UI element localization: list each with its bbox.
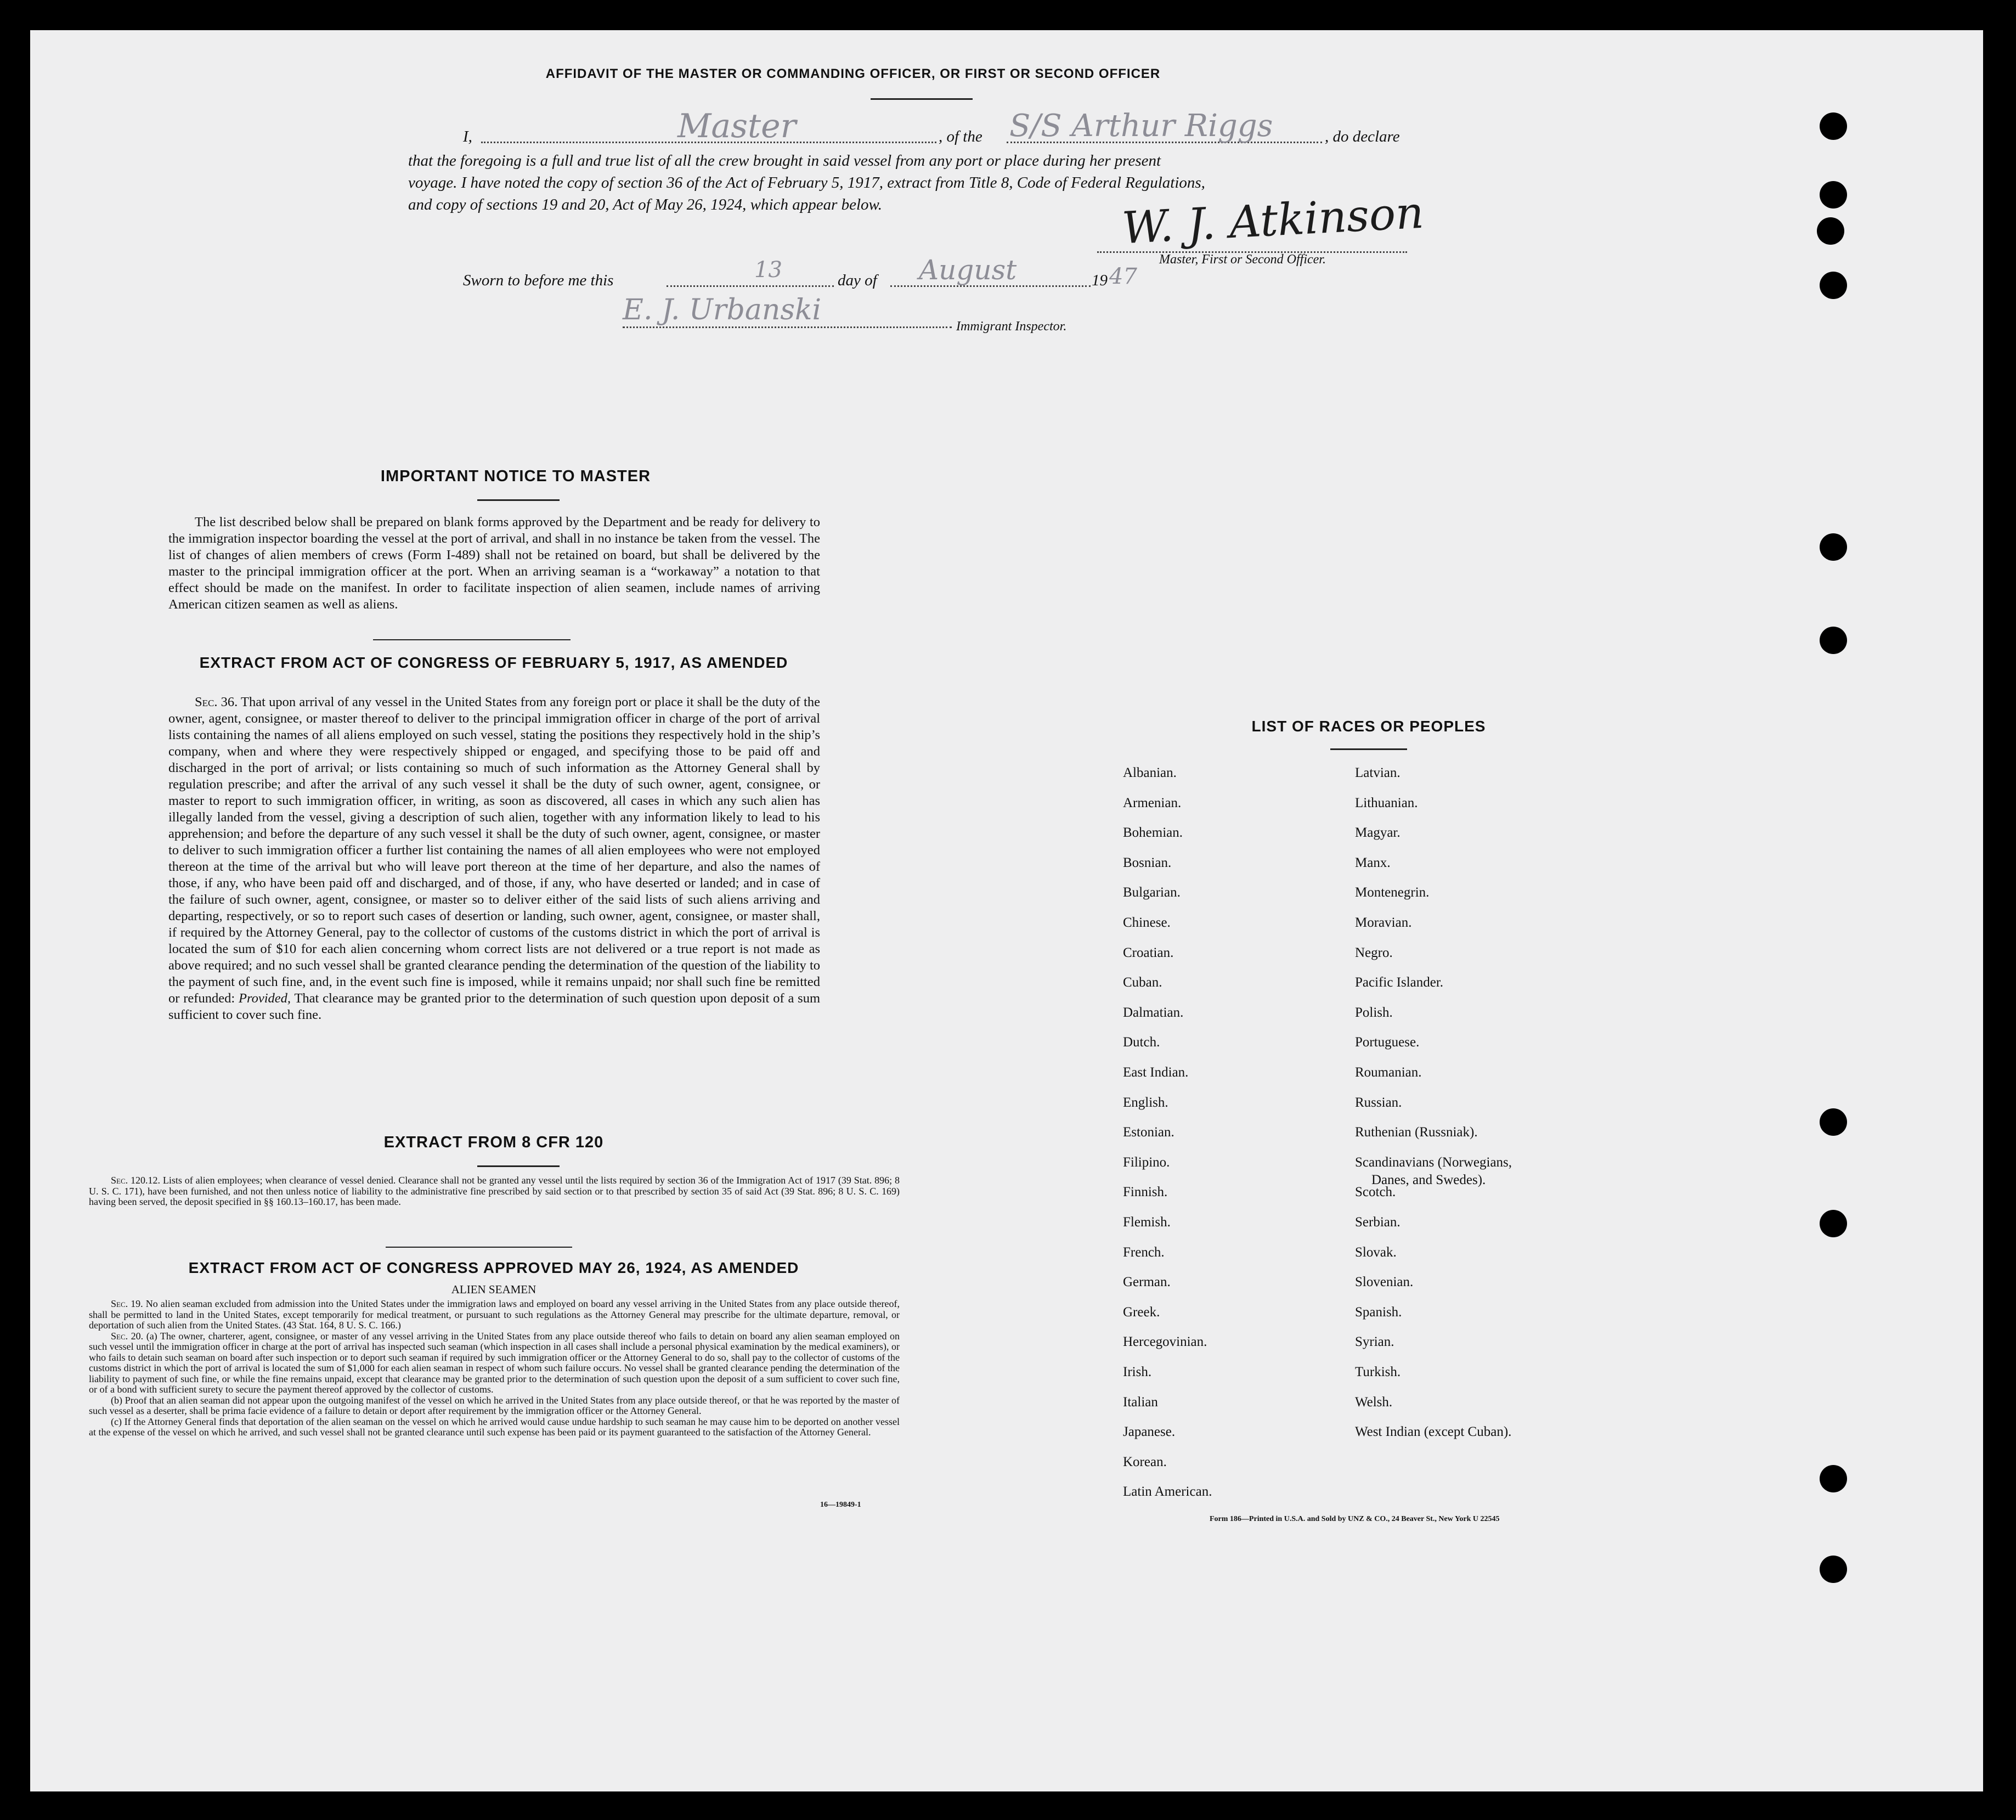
race-item: Albanian. (1123, 765, 1177, 780)
race-item: Turkish. (1355, 1365, 1401, 1379)
race-item: Ruthenian (Russniak). (1355, 1125, 1478, 1140)
notice-text: The list described below shall be prepared on blank forms approved by the Department and be ready for delivery to the immigration inspector boarding the vessel at the port of arrival, and shall in no instance be taken from the vessel. The list of changes of alien members of crews (Form I-489) shall not be retained on board, but shall be delivered by the master to the principal immigration officer at the port. When an arriving seaman is a “workaway” a notation to that effect should be made on the manifest. In order to facilitate inspection of alien seamen, include names of arriving American citizen seamen as well as aliens. (168, 515, 820, 612)
affidavit-body-line: voyage. I have noted the copy of section 36 of the Act of February 5, 1917, extract from Title 8, Code of Federal Regulations, (408, 174, 1205, 191)
alien-seamen-subtitle: ALIEN SEAMEN (451, 1283, 537, 1296)
printer-footer: Form 186—Printed in U.S.A. and Sold by UNZ & CO., 24 Beaver St., New York U 22545 (1210, 1515, 1500, 1523)
notice-title: IMPORTANT NOTICE TO MASTER (380, 467, 651, 485)
cfr-title: EXTRACT FROM 8 CFR 120 (383, 1134, 604, 1151)
race-item: German. (1123, 1275, 1171, 1290)
race-item: Slovak. (1355, 1244, 1397, 1260)
form-page (30, 30, 1983, 1791)
sec20-label: Sec. 20. (111, 1330, 144, 1342)
race-item: Spanish. (1355, 1304, 1402, 1320)
races-left-column (1123, 765, 1386, 1534)
handwritten-vessel: S/S Arthur Riggs (1009, 108, 1273, 144)
day-line (667, 285, 834, 287)
affidavit-title: AFFIDAVIT OF THE MASTER OR COMMANDING OFFICER, OR FIRST OR SECOND OFFICER (545, 66, 1161, 81)
notice-divider (477, 499, 560, 501)
sec36-text (168, 694, 820, 1023)
title-divider (871, 98, 973, 100)
race-item: Latvian. (1355, 765, 1401, 780)
officer-signature: W. J. Atkinson (1120, 187, 1425, 254)
affidavit-body-line: that the foregoing is a full and true list of all the crew brought in said vessel from any port or place during her present (408, 152, 1161, 170)
extract-1917-title: EXTRACT FROM ACT OF CONGRESS OF FEBRUARY 5, 1917, AS AMENDED (199, 654, 788, 671)
race-item: Moravian. (1355, 915, 1412, 930)
race-item: West Indian (except Cuban). (1355, 1424, 1512, 1440)
sec36-label: Sec. 36. (195, 695, 238, 709)
race-item: Armenian. (1123, 795, 1182, 810)
inspector-line (623, 326, 952, 328)
sec20b-paragraph: (b) Proof that an alien seaman did not appear upon the outgoing manifest of the vessel on which he arrived in the United States from any place outside thereof, or that he was reported by the master of such vessel as a deserter, shall be prima facie evidence of a failure to detain or deport after requirement by the immigration officer or the Attorney General. (89, 1394, 900, 1416)
punch-hole (1820, 533, 1847, 561)
handwritten-year: 47 (1109, 264, 1137, 289)
race-item: Lithuanian. (1355, 795, 1418, 810)
punch-hole (1820, 1556, 1847, 1583)
races-title: LIST OF RACES OR PEOPLES (1251, 718, 1486, 735)
race-item: Cuban. (1123, 975, 1162, 990)
race-item: Filipino. (1123, 1154, 1170, 1170)
sec19-label: Sec. 19. (111, 1298, 143, 1309)
handwritten-master: Master (677, 107, 797, 145)
sec20a-paragraph (89, 1331, 900, 1395)
race-item: Magyar. (1355, 825, 1401, 841)
form-code: 16—19849-1 (820, 1501, 861, 1509)
race-item: Chinese. (1123, 915, 1171, 930)
race-item: Welsh. (1355, 1394, 1393, 1410)
race-item: Roumanian. (1355, 1065, 1422, 1080)
race-item: French. (1123, 1244, 1165, 1260)
punch-hole (1817, 217, 1844, 245)
declare-label: , do declare (1325, 128, 1400, 145)
race-item: English. (1123, 1095, 1168, 1110)
punch-hole (1820, 1210, 1847, 1237)
section-divider (386, 1247, 572, 1248)
race-item: Russian. (1355, 1095, 1402, 1110)
race-item: Bulgarian. (1123, 885, 1181, 900)
punch-hole (1820, 627, 1847, 654)
race-item: Pacific Islander. (1355, 975, 1444, 990)
race-item: Irish. (1123, 1365, 1152, 1379)
race-item: Scandinavians (Norwegians, (1355, 1154, 1512, 1170)
race-item: Bosnian. (1123, 855, 1172, 870)
races-divider (1330, 748, 1407, 750)
race-item: Manx. (1355, 855, 1391, 870)
inspector-signature: E. J. Urbanski (623, 294, 822, 326)
race-item: Croatian. (1123, 945, 1174, 960)
race-item: Japanese. (1123, 1424, 1176, 1440)
sworn-label: Sworn to before me this (463, 272, 614, 289)
race-item: Italian (1123, 1394, 1158, 1410)
sec20a-body: (a) The owner, charterer, agent, consignee, or master of any vessel arriving in the United States from any place outside thereof who fails to detain on board any alien seaman employed on such vessel until the immigration officer in charge at the port of arrival has inspected such seaman (which inspection in all cases shall include a personal physical examination by the medical examiners), or who fails to detain such seaman on board after such inspection or to deport such seaman if required by such immigration officer or the Attorney General to do so, shall pay to the collector of customs of the customs district in which the port of arrival is located the sum of $1,000 for each alien seaman in respect of whom such failure occurs. No vessel shall be granted clearance pending the determination of the liability to payment of such fine, or while the fine remains unpaid, except that clearance may be granted prior to the determination of such question upon the deposit of a sum sufficient to cover such fine, or of a bond with sufficient surety to secure the payment thereof approved by the collector of customs. (89, 1330, 900, 1395)
signature-caption: Master, First or Second Officer. (1159, 252, 1326, 267)
punch-hole (1820, 272, 1847, 299)
affidavit-body-line: and copy of sections 19 and 20, Act of May 26, 1924, which appear below. (408, 196, 882, 213)
race-item: Dalmatian. (1123, 1005, 1184, 1020)
race-item: Montenegrin. (1355, 885, 1430, 900)
punch-hole (1820, 1465, 1847, 1492)
race-item: Syrian. (1355, 1334, 1394, 1350)
race-item: Flemish. (1123, 1215, 1171, 1230)
cfr-body: Lists of alien employees; when clearance of vessel denied. Clearance shall not be granted any vessel until the lists required by section 36 of the Immigration Act of 1917 (39 Stat. 896; 8 U. S. C. 171), have been furnished, and not then unless notice of liability to the administrative fine prescribed by said section or to that prescribed by section 35 of said Act (39 Stat. 896; 8 U. S. C. 169) having been served, the deposit specified in §§ 160.13–160.17, has been made. (89, 1175, 900, 1207)
race-item: Greek. (1123, 1304, 1160, 1320)
sec19-body: No alien seaman excluded from admission into the United States under the immigration laws and employed on board any vessel arriving in the United States from any place outside thereof, shall be permitted to land in the United States, except temporarily for medical treatment, or pursuant to such regulations as the Attorney General may prescribe for the ultimate departure, removal, or deportation of such alien from the United States. (43 Stat. 164, 8 U. S. C. 166.) (89, 1298, 900, 1331)
inspector-caption: Immigrant Inspector. (956, 319, 1067, 334)
race-item: Scotch. (1355, 1185, 1396, 1200)
extract-1924-text (89, 1299, 900, 1438)
race-item: Latin American. (1123, 1484, 1212, 1500)
race-item: Portuguese. (1355, 1035, 1420, 1050)
race-item: Korean. (1123, 1454, 1167, 1469)
provided-label: Provided, (239, 991, 291, 1006)
punch-hole (1820, 181, 1847, 209)
race-item: Estonian. (1123, 1125, 1174, 1140)
sec36-end: That clearance may be granted prior to the determination of such question upon deposit of a sum sufficient to cover such fine. (168, 991, 821, 1022)
punch-hole (1820, 112, 1847, 140)
races-right-column (1355, 765, 1629, 1534)
sec19-paragraph (89, 1299, 900, 1331)
cfr-sec-label: Sec. 120.12. (111, 1175, 161, 1186)
affidavit-i-label: I, (463, 128, 472, 145)
of-the-label: , of the (939, 128, 982, 145)
race-item: Polish. (1355, 1005, 1393, 1020)
punch-hole (1820, 1108, 1847, 1136)
cfr-divider (477, 1165, 560, 1167)
handwritten-day: 13 (754, 257, 782, 283)
sec20c-paragraph: (c) If the Attorney General finds that deportation of the alien seaman on the vessel on which he arrived would cause undue hardship to such seaman he may cause him to be deported on another vessel at the expense of the vessel on which he arrived, and such vessel shall not be granted clearance until such expense has been paid or its payment guaranteed to the satisfaction of the Attorney General. (89, 1416, 900, 1438)
handwritten-month: August (919, 254, 1017, 286)
cfr-text (89, 1175, 900, 1208)
year-prefix: 19 (1092, 272, 1108, 289)
race-item: Dutch. (1123, 1035, 1160, 1050)
extract-1924-title: EXTRACT FROM ACT OF CONGRESS APPROVED MAY 26, 1924, AS AMENDED (188, 1259, 799, 1276)
sec36-body: That upon arrival of any vessel in the United States from any foreign port or place it shall be the duty of the owner, agent, consignee, or master thereof to deliver to the principal immigration officer in charge of the port of arrival lists containing the names of all aliens employed on such vessel, stating the positions they respectively hold in the ship’s company, when and where they were respectively shipped or engaged, and specifying those to be paid off and discharged in the port of arrival; or lists containing so much of such information as the Attorney General shall by regulation prescribe; and after the arrival of any such vessel it shall be the duty of such owner, agent, consignee, or master to report to such immigration officer, in writing, as soon as discovered, all cases in which any such alien has illegally landed from the vessel, giving a description of such alien, together with any information likely to lead to his apprehension; and before the departure of any such vessel it shall be the duty of such owner, agent, consignee, or master to deliver to such immigration officer a further list containing the names of all alien employees who were not employed thereon at the time of the arrival but who will leave port thereon at the time of her departure, and also the names of those, if any, who have been paid off and discharged, and of those, if any, who have deserted or landed; and in case of the failure of such owner, agent, consignee, or master so to deliver either of the said lists of such aliens arriving and departing, respectively, or so to report such cases of desertion or landing, such owner, agent, consignee, or master shall, if required by the Attorney General, pay to the collector of customs of the customs district in which the port of arrival is located the sum of $10 for each alien concerning whom correct lists are not delivered or a true report is not made as above required; and no such vessel shall be granted clearance pending the determination of the question of the liability to the payment of such fine, and, in the event such fine is imposed, while it remains unpaid; nor shall such fine be remitted or refunded: (168, 695, 820, 1006)
race-item: Serbian. (1355, 1215, 1401, 1230)
race-item: Slovenian. (1355, 1275, 1414, 1290)
race-item: Hercegovinian. (1123, 1334, 1207, 1350)
race-item: Negro. (1355, 945, 1393, 960)
race-item: Finnish. (1123, 1185, 1168, 1200)
day-of-label: day of (838, 272, 877, 289)
race-item: East Indian. (1123, 1065, 1189, 1080)
section-divider (373, 639, 571, 640)
race-item: Bohemian. (1123, 825, 1183, 841)
race-item: Danes, and Swedes). (1371, 1172, 1486, 1187)
